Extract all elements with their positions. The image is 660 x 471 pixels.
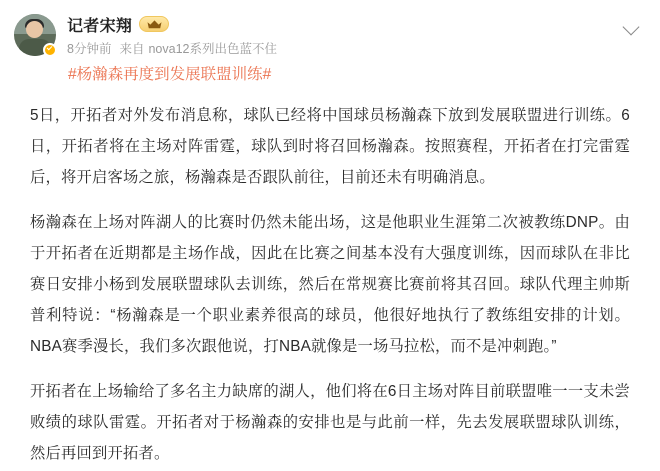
header-text: [67, 12, 618, 57]
crown-icon[interactable]: [139, 16, 169, 32]
avatar-face: [26, 21, 43, 38]
chevron-down-icon[interactable]: [618, 16, 644, 42]
avatar[interactable]: [14, 14, 56, 56]
post-content: [0, 86, 660, 469]
post-paragraph: 开拓者在上场输给了多名主力缺席的湖人，他们将在6日主场对阵目前联盟唯一一支未尝败绩的球队雷霆。开拓者对于杨瀚森的安排也是与此前一样，先去发展联盟球队训练，然后再回到开拓者。: [30, 383, 630, 462]
post-paragraph: 5日，开拓者对外发布消息称，球队已经将中国球员杨瀚森下放到发展联盟进行训练。6日，开拓者将在主场对阵雷霆，球队到时将召回杨瀚森。按照赛程，开拓者在打完雷霆后，将开启客场之旅，杨瀚森是否跟队前往，目前还未有明确消息。: [30, 107, 630, 186]
verified-check-mark: [47, 45, 53, 51]
topic-link[interactable]: #杨瀚森再度到发展联盟训练#: [68, 66, 272, 83]
post-source-prefix: 来自: [119, 42, 145, 56]
name-row: [67, 13, 618, 35]
post-time: 8分钟前: [67, 42, 112, 56]
post-meta: [67, 39, 618, 57]
author-name[interactable]: 记者宋翔: [67, 17, 133, 35]
post-header: [0, 0, 660, 62]
chevron-shape: [623, 19, 640, 36]
post-source[interactable]: nova12系列出色蓝不住: [148, 42, 277, 56]
post-paragraph: 杨瀚森在上场对阵湖人的比赛时仍然未能出场，这是他职业生涯第二次被教练DNP。由于开拓者在近期都是主场作战，因此在比赛之间基本没有大强度训练，因而球队在非比赛日安排小杨到发展联盟球队去训练，然后在常规赛比赛前将其召回。球队代理主帅斯普利特说：“杨瀚森是一个职业素养很高的球员，他很好地执行了教练组安排的计划。NBA赛季漫长，我们多次跟他说，打NBA就像是一场马拉松，而不是冲刺跑。”: [30, 214, 630, 355]
verified-check-icon: [43, 43, 57, 57]
